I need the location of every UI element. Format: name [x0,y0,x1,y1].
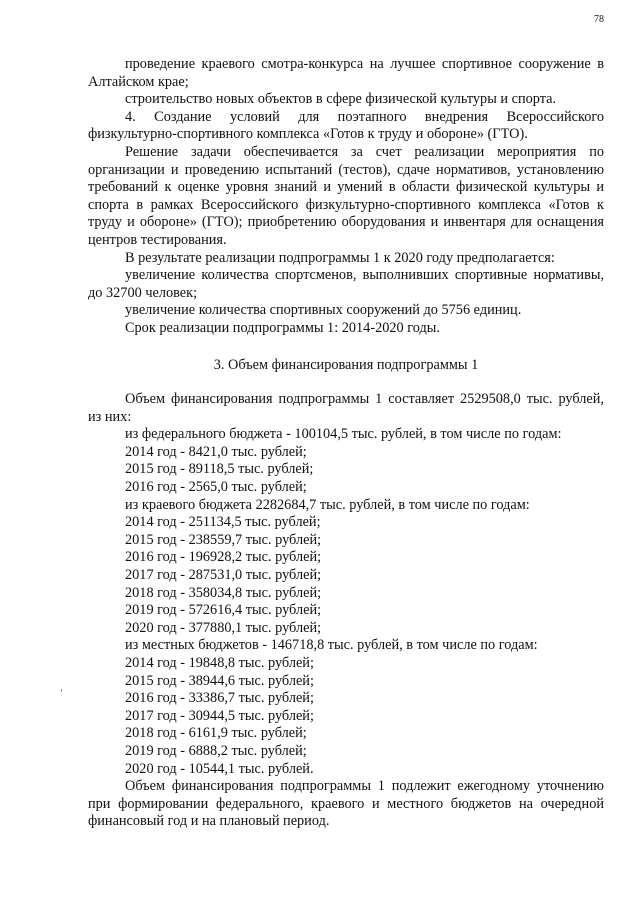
local-year-item: 2017 год - 30944,5 тыс. рублей; [125,707,314,724]
document-body [88,56,604,831]
local-budget-heading: из местных бюджетов - 146718,8 тыс. рублей, в том числе по годам: [125,637,538,654]
regional-year-item: 2016 год - 196928,2 тыс. рублей; [125,549,322,566]
paragraph-facilities-increase: увеличение количества спортивных сооружений до 5756 единиц. [125,302,522,319]
paragraph-contest: проведение краевого смотра-конкурса на лучшее спортивное сооружение в Алтайском крае; [88,56,604,90]
regional-budget-heading: из краевого бюджета 2282684,7 тыс. рублей, в том числе по годам: [125,496,530,513]
paragraph-expected-results: В результате реализации подпрограммы 1 к 2020 году предполагается: [125,249,555,266]
paragraph-task-solution: Решение задачи обеспечивается за счет реализации мероприятия по организации и проведению испытаний (тестов), сдаче нормативов, установлению требований к оценке уровня знаний и умений в области физической культуры и спорта в рамках Всероссийского физкультурно-спортивного комплекса «Готов к труду и обороне» (ГТО); приобретению оборудования и инвентаря для оснащения центров тестирования. [88,143,604,248]
regional-year-item: 2019 год - 572616,4 тыс. рублей; [125,602,322,619]
local-year-item: 2015 год - 38944,6 тыс. рублей; [125,672,314,689]
local-year-item: 2018 год - 6161,9 тыс. рублей; [125,725,307,742]
federal-year-item: 2016 год - 2565,0 тыс. рублей; [125,479,307,496]
financing-closing: Объем финансирования подпрограммы 1 подлежит ежегодному уточнению при формировании федерального, краевого и местного бюджетов на очередной финансовый год и на плановый период. [88,778,604,830]
regional-year-item: 2015 год - 238559,7 тыс. рублей; [125,531,322,548]
regional-year-item: 2014 год - 251134,5 тыс. рублей; [125,514,321,531]
local-year-item: 2019 год - 6888,2 тыс. рублей; [125,742,307,759]
federal-year-item: 2014 год - 8421,0 тыс. рублей; [125,443,307,460]
regional-year-item: 2018 год - 358034,8 тыс. рублей; [125,584,322,601]
local-year-item: 2014 год - 19848,8 тыс. рублей; [125,655,314,671]
local-year-item: 2020 год - 10544,1 тыс. рублей. [125,760,314,777]
local-year-item: 2016 год - 33386,7 тыс. рублей; [125,690,314,707]
scan-artifact [61,689,62,692]
page-number: 78 [594,14,604,25]
section-title: 3. Объем финансирования подпрограммы 1 [213,356,479,373]
financing-intro: Объем финансирования подпрограммы 1 составляет 2529508,0 тыс. рублей, из них: [88,391,604,425]
paragraph-gto-conditions: 4. Создание условий для поэтапного внедрения Всероссийского физкультурно-спортивного комплекса «Готов к труду и обороне» (ГТО). [88,108,604,143]
paragraph-construction: строительство новых объектов в сфере физической культуры и спорта. [125,91,557,108]
federal-budget-heading: из федерального бюджета - 100104,5 тыс. рублей, в том числе по годам: [125,426,562,443]
regional-year-item: 2017 год - 287531,0 тыс. рублей; [125,567,322,584]
regional-year-item: 2020 год - 377880,1 тыс. рублей; [125,619,322,636]
federal-year-item: 2015 год - 89118,5 тыс. рублей; [125,461,314,478]
paragraph-athletes-increase: увеличение количества спортсменов, выполнивших спортивные нормативы, до 32700 человек; [88,267,604,301]
paragraph-implementation-period: Срок реализации подпрограммы 1: 2014-2020 годы. [125,319,440,336]
